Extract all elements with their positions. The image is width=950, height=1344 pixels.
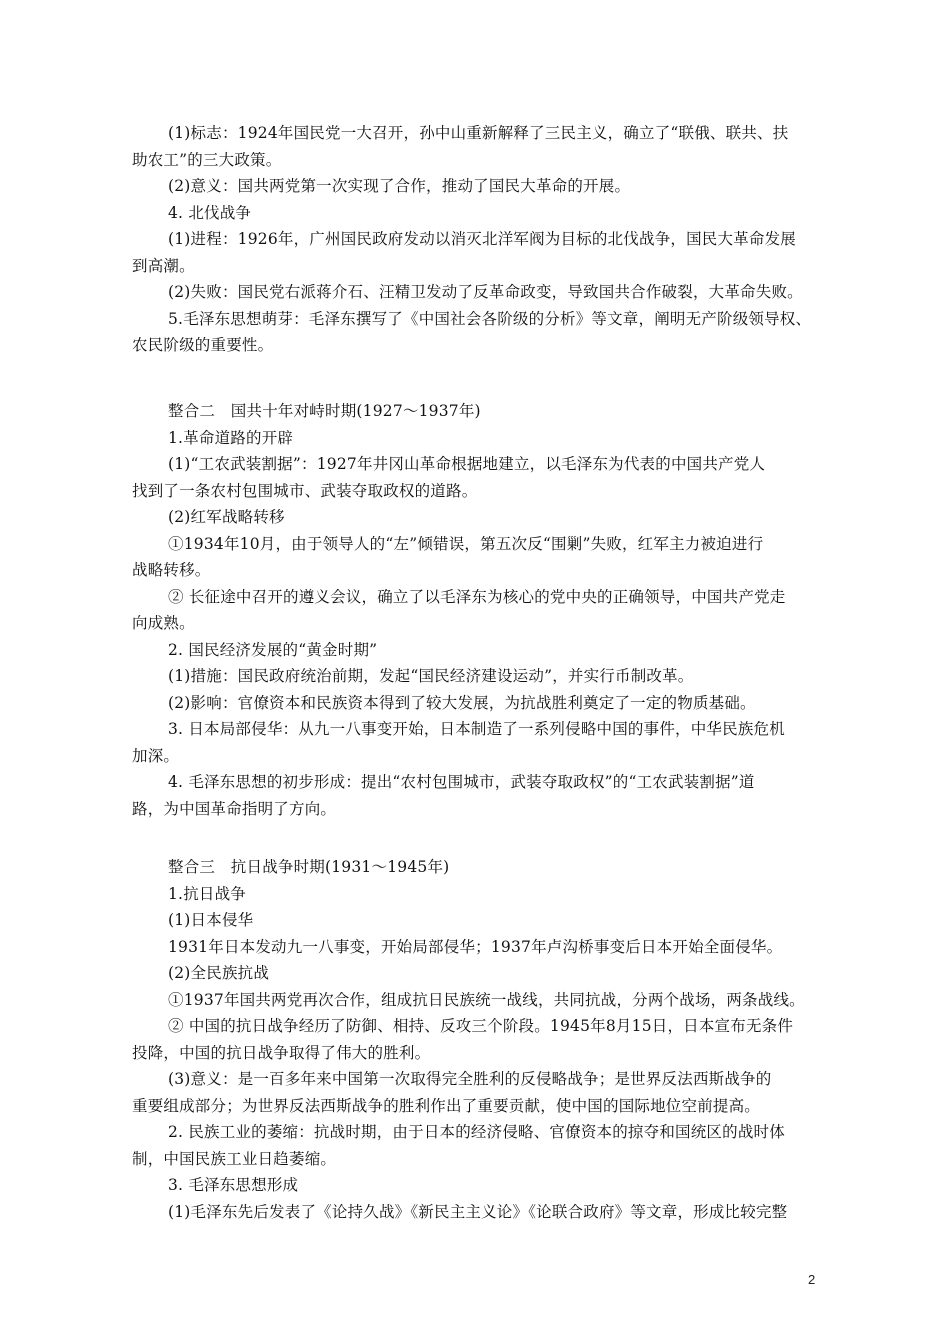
paragraph-line: 3. 日本局部侵华：从九一八事变开始，日本制造了一系列侵略中国的事件，中华民族危机 xyxy=(168,720,785,738)
paragraph-line: 加深。 xyxy=(132,746,180,765)
paragraph-line: 向成熟。 xyxy=(132,614,195,632)
subheading: 2. 国民经济发展的“黄金时期” xyxy=(168,640,378,659)
section-national-revolution-continued xyxy=(132,120,820,359)
subheading: (1)日本侵华 xyxy=(168,911,254,929)
paragraph-line: (1)措施：国民政府统治前期，发起“国民经济建设运动”，并实行币制改革。 xyxy=(168,667,694,685)
subheading: 3. 毛泽东思想形成 xyxy=(168,1176,299,1194)
paragraph-line: 重要组成部分；为世界反法西斯战争的胜利作出了重要贡献，使中国的国际地位空前提高。 xyxy=(132,1096,761,1115)
subheading: (2)全民族抗战 xyxy=(168,964,270,982)
paragraph-line: (2)意义：国共两党第一次实现了合作，推动了国民大革命的开展。 xyxy=(168,177,631,195)
paragraph-line: 4. 毛泽东思想的初步形成：提出“农村包围城市，武装夺取政权”的“工农武装割据”道 xyxy=(168,773,755,791)
paragraph-line: 找到了一条农村包围城市、武装夺取政权的道路。 xyxy=(132,481,478,500)
paragraph-line: (1)进程：1926年，广州国民政府发动以消灭北洋军阀为目标的北伐战争，国民大革命发展 xyxy=(168,230,797,248)
paragraph-line: ② 长征途中召开的遵义会议，确立了以毛泽东为核心的党中央的正确领导，中国共产党走 xyxy=(168,587,786,606)
paragraph-line: 到高潮。 xyxy=(132,256,195,275)
paragraph-line: ①1934年10月，由于领导人的“左”倾错误，第五次反“围剿”失败，红军主力被迫进行 xyxy=(168,534,764,553)
paragraph-line: ② 中国的抗日战争经历了防御、相持、反攻三个阶段。1945年8月15日，日本宣布无条件 xyxy=(168,1017,794,1035)
paragraph-line: 战略转移。 xyxy=(132,561,211,579)
paragraph-line: 助农工”的三大政策。 xyxy=(132,150,282,169)
subheading: (2)红军战略转移 xyxy=(168,508,285,526)
section-integration-two xyxy=(132,398,820,822)
subheading: 1.抗日战争 xyxy=(168,884,246,903)
subheading: 1.革命道路的开辟 xyxy=(168,428,294,447)
paragraph-line: (3)意义：是一百多年来中国第一次取得完全胜利的反侵略战争；是世界反法西斯战争的 xyxy=(168,1070,772,1088)
paragraph-line: 投降，中国的抗日战争取得了伟大的胜利。 xyxy=(132,1043,431,1062)
paragraph-line: (2)影响：官僚资本和民族资本得到了较大发展，为抗战胜利奠定了一定的物质基础。 xyxy=(168,693,756,712)
section-heading: 整合二 国共十年对峙时期(1927～1937年) xyxy=(168,402,481,420)
paragraph-line: 1931年日本发动九一八事变，开始局部侵华；1937年卢沟桥事变后日本开始全面侵华。 xyxy=(168,937,783,956)
paragraph-line: 2. 民族工业的萎缩：抗战时期，由于日本的经济侵略、官僚资本的掠夺和国统区的战时体 xyxy=(168,1123,785,1141)
paragraph-line: (1)标志：1924年国民党一大召开，孙中山重新解释了三民主义，确立了“联俄、联共、扶 xyxy=(168,124,789,142)
paragraph-line: 5.毛泽东思想萌芽：毛泽东撰写了《中国社会各阶级的分析》等文章，阐明无产阶级领导权、 xyxy=(168,309,812,328)
subheading: 4. 北伐战争 xyxy=(168,203,252,222)
paragraph-line: 农民阶级的重要性。 xyxy=(132,336,274,354)
section-integration-three xyxy=(132,854,820,1225)
paragraph-line: (1)“工农武装割据”：1927年井冈山革命根据地建立，以毛泽东为代表的中国共产党人 xyxy=(168,455,766,473)
section-heading: 整合三 抗日战争时期(1931～1945年) xyxy=(168,858,450,876)
paragraph-line: ①1937年国共两党再次合作，组成抗日民族统一战线，共同抗战，分两个战场，两条战线。 xyxy=(168,990,805,1009)
page-number: 2 xyxy=(808,1272,816,1287)
paragraph-line: (1)毛泽东先后发表了《论持久战》《新民主主义论》《论联合政府》等文章，形成比较完整 xyxy=(168,1202,788,1221)
paragraph-line: 制，中国民族工业日趋萎缩。 xyxy=(132,1149,337,1168)
paragraph-line: 路，为中国革命指明了方向。 xyxy=(132,799,337,818)
paragraph-line: (2)失败：国民党右派蒋介石、汪精卫发动了反革命政变，导致国共合作破裂，大革命失败。 xyxy=(168,283,803,301)
